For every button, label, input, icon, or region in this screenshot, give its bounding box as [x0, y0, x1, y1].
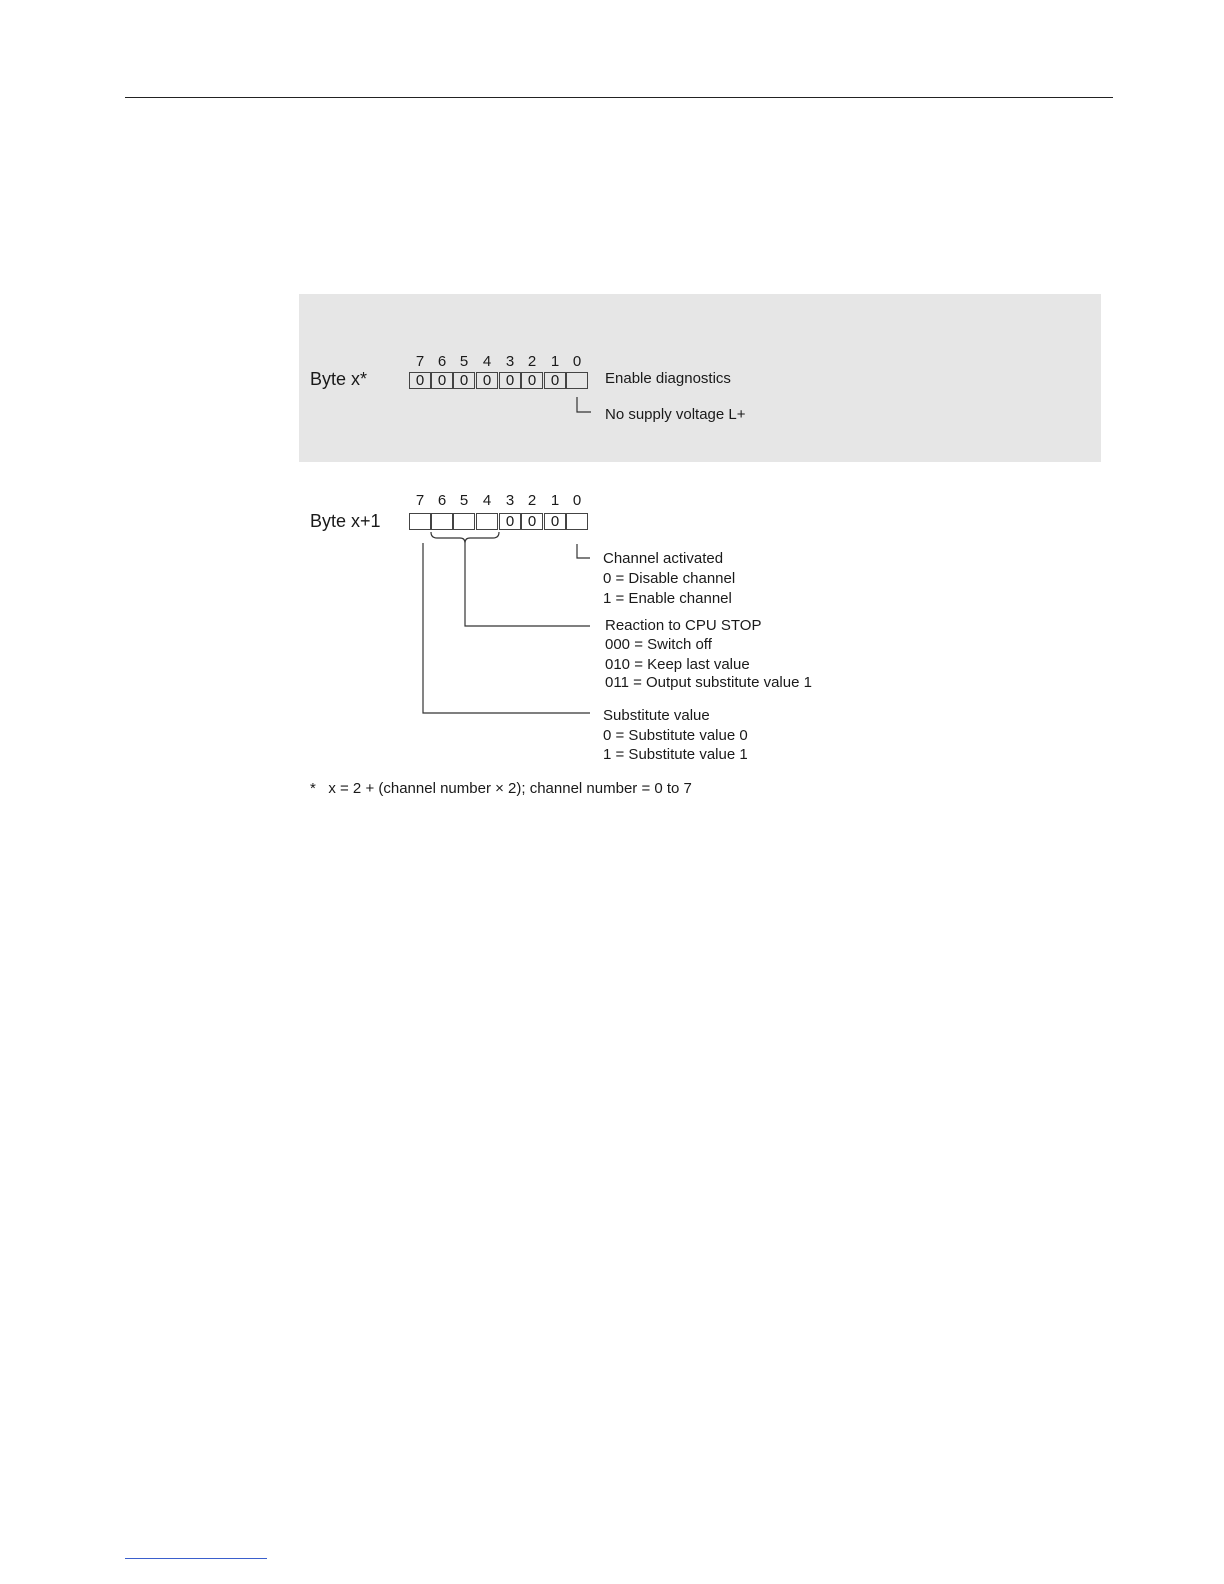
substitute-title: Substitute value — [603, 707, 710, 724]
bit-number: 4 — [482, 353, 492, 370]
bit-cell-1: 0 — [544, 372, 566, 389]
footnote: * x = 2 + (channel number × 2); channel number = 0 to 7 — [310, 780, 692, 797]
channel-title: Channel activated — [603, 550, 724, 567]
bit-cell-3: 0 — [499, 372, 521, 389]
reaction-brace — [431, 532, 499, 543]
substitute-option: 0 = Substitute value 0 — [603, 727, 748, 744]
bit-cell-1: 0 — [544, 513, 566, 530]
bit-number: 2 — [527, 492, 537, 509]
substitute-connector — [423, 543, 590, 713]
bit-number: 6 — [437, 492, 447, 509]
bit-number: 1 — [550, 353, 560, 370]
reaction-option: 000 = Switch off — [605, 636, 712, 653]
bit-cell-2: 0 — [521, 513, 543, 530]
bit-number: 7 — [415, 353, 425, 370]
reaction-connector — [465, 543, 590, 626]
bit-number: 3 — [505, 353, 515, 370]
enable-diagnostics-title: Enable diagnostics — [605, 370, 731, 387]
bit-number: 5 — [459, 492, 469, 509]
bit-number: 5 — [459, 353, 469, 370]
channel-option: 1 = Enable channel — [603, 590, 732, 607]
bit-number: 0 — [572, 492, 582, 509]
bit-number: 3 — [505, 492, 515, 509]
byte-x-label: Byte x* — [310, 369, 368, 389]
substitute-option: 1 = Substitute value 1 — [603, 746, 748, 763]
bit-cell-5: 0 — [453, 372, 475, 389]
bit-number: 2 — [527, 353, 537, 370]
bit-cell-2: 0 — [521, 372, 543, 389]
no-supply-voltage-desc: No supply voltage L+ — [605, 406, 746, 423]
bit-cell-3: 0 — [499, 513, 521, 530]
bit-cell-7: 0 — [409, 372, 431, 389]
bit-cell-6: 0 — [431, 372, 453, 389]
bit-number: 1 — [550, 492, 560, 509]
footer-link-underline — [125, 1558, 267, 1559]
channel-option: 0 = Disable channel — [603, 570, 736, 587]
bit-number: 7 — [415, 492, 425, 509]
byte-x1-label: Byte x+1 — [310, 511, 381, 531]
channel-connector — [577, 544, 590, 558]
reaction-title: Reaction to CPU STOP — [605, 617, 762, 634]
bit-cell-4: 0 — [476, 372, 498, 389]
bit-number: 0 — [572, 353, 582, 370]
bit-number: 4 — [482, 492, 492, 509]
bit0-connector — [577, 397, 591, 412]
reaction-option: 010 = Keep last value — [605, 656, 750, 673]
reaction-option: 011 = Output substitute value 1 — [605, 674, 812, 691]
bit-number: 6 — [437, 353, 447, 370]
